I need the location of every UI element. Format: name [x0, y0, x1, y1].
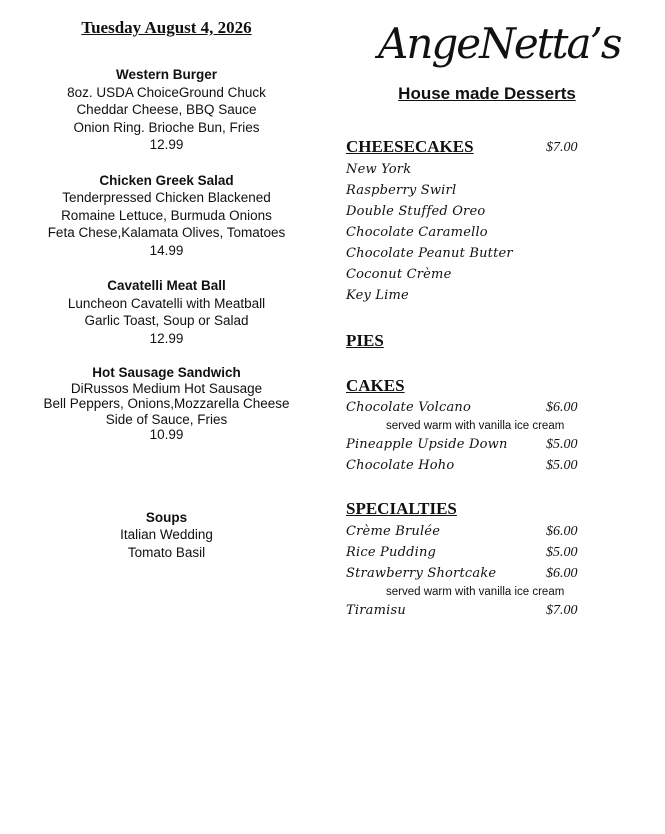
- item-description: Bell Peppers, Onions,Mozzarella Cheese: [43, 396, 290, 411]
- dessert-item: [346, 288, 596, 308]
- dessert-name: Coconut Crème: [346, 267, 452, 282]
- desserts-subtitle: House made Desserts: [398, 84, 576, 103]
- dessert-name: Crème Brulée: [346, 524, 441, 539]
- dessert-name: Chocolate Caramello: [346, 225, 488, 240]
- pies-heading: PIES: [346, 331, 384, 350]
- item-description: Garlic Toast, Soup or Salad: [84, 313, 249, 328]
- item-name: Western Burger: [115, 67, 218, 82]
- dessert-name: Pineapple Upside Down: [346, 437, 508, 452]
- dessert-item: [346, 400, 596, 420]
- dessert-name: Key Lime: [346, 288, 409, 303]
- dessert-item: [346, 225, 596, 245]
- item-price: 10.99: [149, 427, 184, 442]
- item-name: Cavatelli Meat Ball: [107, 278, 226, 293]
- dessert-item: [346, 437, 596, 457]
- dessert-price: $6.00: [546, 524, 578, 539]
- item-price: 14.99: [149, 242, 184, 258]
- item-description: Tenderpressed Chicken Blackened: [62, 190, 271, 205]
- soup-item: Italian Wedding: [120, 527, 213, 542]
- item-description: DiRussos Medium Hot Sausage: [70, 380, 263, 396]
- dessert-name: Chocolate Volcano: [346, 400, 472, 415]
- dessert-name: Chocolate Hoho: [346, 458, 455, 473]
- item-name: Chicken Greek Salad: [99, 172, 234, 188]
- menu-item: [30, 66, 303, 154]
- item-description: Onion Ring. Brioche Bun, Fries: [73, 119, 260, 135]
- menu-item: [30, 172, 303, 260]
- dessert-name: Raspberry Swirl: [346, 183, 457, 198]
- item-description: Luncheon Cavatelli with Meatball: [67, 295, 266, 311]
- dessert-price: $6.00: [546, 566, 578, 581]
- cheesecakes-heading: CHEESECAKES: [346, 137, 474, 156]
- soups-title: Soups: [145, 509, 188, 525]
- dessert-item: [346, 524, 596, 544]
- specialties-heading: SPECIALTIES: [346, 499, 457, 518]
- dessert-item: [346, 603, 596, 623]
- dessert-price: $5.00: [546, 545, 578, 560]
- dessert-item: [346, 566, 596, 586]
- dessert-price: $5.00: [546, 437, 578, 452]
- dessert-name: New York: [346, 162, 412, 177]
- dessert-item: [346, 246, 596, 266]
- item-description: Feta Chese,Kalamata Olives, Tomatoes: [47, 225, 286, 240]
- item-description: Romaine Lettuce, Burmuda Onions: [61, 207, 272, 223]
- menu-date: Tuesday August 4, 2026: [81, 18, 252, 37]
- item-description: 8oz. USDA ChoiceGround Chuck: [67, 84, 266, 100]
- item-description: Side of Sauce, Fries: [105, 411, 228, 427]
- soups-section: [30, 509, 303, 562]
- dessert-item: [346, 458, 596, 478]
- dessert-item: [346, 545, 596, 565]
- menu-item: [30, 365, 303, 443]
- item-price: 12.99: [149, 137, 184, 152]
- dessert-name: Chocolate Peanut Butter: [346, 246, 513, 261]
- dessert-note: served warm with vanilla ice cream: [386, 586, 565, 598]
- dessert-item: [346, 183, 596, 203]
- item-description: Cheddar Cheese, BBQ Sauce: [76, 102, 257, 117]
- dessert-name: Double Stuffed Oreo: [346, 204, 486, 219]
- dessert-item: [346, 267, 596, 287]
- brand-logo: AngeNetta’s: [378, 19, 621, 68]
- menu-item: [30, 277, 303, 347]
- cheesecakes-price: $7.00: [546, 140, 578, 155]
- dessert-price: $6.00: [546, 400, 578, 415]
- soup-item: Tomato Basil: [127, 544, 206, 560]
- item-price: 12.99: [149, 330, 184, 346]
- dessert-name: Strawberry Shortcake: [346, 566, 497, 581]
- lunch-menu: [30, 66, 303, 561]
- dessert-item: [346, 162, 596, 182]
- dessert-price: $5.00: [546, 458, 578, 473]
- cakes-heading: CAKES: [346, 376, 405, 395]
- dessert-price: $7.00: [546, 603, 578, 618]
- dessert-name: Rice Pudding: [346, 545, 437, 560]
- dessert-name: Tiramisu: [346, 603, 406, 618]
- item-name: Hot Sausage Sandwich: [92, 365, 241, 380]
- dessert-item: [346, 204, 596, 224]
- dessert-note: served warm with vanilla ice cream: [386, 420, 565, 432]
